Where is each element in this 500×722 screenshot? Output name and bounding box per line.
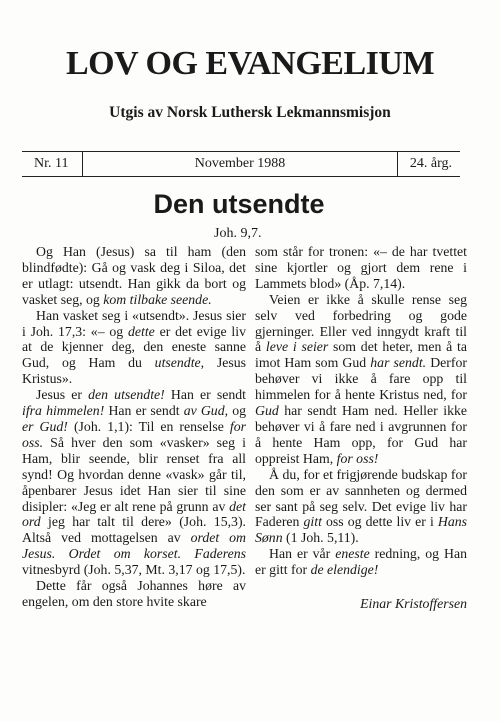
scripture-reference: Joh. 9,7. (214, 226, 262, 241)
paragraph: Dette får også Johannes høre av engelen, om den store hvite skare (22, 578, 246, 609)
masthead-subtitle: Utgis av Norsk Luthersk Lekmannsmisjon (109, 104, 391, 121)
article-column-right (255, 244, 467, 612)
paragraph: Veien er ikke å skulle rense seg selv ved forbedring og gode gjerninger. Eller ved inngydt kraft til å leve i seier som det heter, men å ta imot Ham som Gud har sendt. Derfor behøver vi ikke å fare opp til himmelen for å hente Kristus ned, for Gud har sendt Ham ned. Heller ikke behøver vi å fare ned i avgrunnen for å hente Ham opp, for Gud har oppreist Ham, for oss! (255, 291, 468, 466)
author-signature: Einar Kristoffersen (360, 596, 467, 612)
issue-volume: 24. årg. (409, 156, 452, 171)
masthead-title: LOV OG EVANGELIUM (65, 45, 435, 82)
paragraph: Jesus er den utsendte! Han er sendt ifra himmelen! Han er sendt av Gud, og er Gud! (Joh. 1,1): Til en renselse for oss. Så hver den som «vasker» seg i Ham, blir seende, blir renset fra all synd! Og hvordan denne «vask» går til, åpenbarer Jesus idet Han sier til sine disipler: «Jeg er alt rene på grunn av det ord jeg har talt til dere» (Joh. 15,3). Altså ved mottagelsen av ordet om Jesus. Ordet om korset. Faderens vitnesbyrd (Joh. 5,37, Mt. 3,17 og 17,5). (22, 387, 246, 578)
issue-date: November 1988 (82, 152, 398, 176)
article-column-left (22, 244, 246, 610)
paragraph: som står for tronen: «– de har tvettet sine kjortler og gjort dem rene i Lammets blod» (Åp. 7,14). (255, 244, 467, 291)
issue-info-bar (22, 151, 460, 177)
paragraph: Han vasket seg i «utsendt». Jesus sier i Joh. 17,3: «– og dette er det evige liv at de kjenner deg, den eneste sanne Gud, og Ham du utsendte, Jesus Kristus». (22, 307, 246, 387)
paragraph: Og Han (Jesus) sa til ham (den blindfødte): Gå og vask deg i Siloa, det er utlagt: utsendt. Han gikk da bort og vasket seg, og kom tilbake seende. (22, 244, 246, 307)
paragraph: Å du, for et frigjørende budskap for den som er av sannheten og dermed ser sant på seg selv. Det evige liv har Faderen gitt oss og dette liv er i Hans Sønn (1 Joh. 5,11). (255, 466, 468, 546)
paragraph: Han er vår eneste redning, og Han er gitt for de elendige! (255, 546, 467, 578)
issue-number: Nr. 11 (34, 156, 69, 171)
article-title: Den utsendte (153, 189, 325, 219)
